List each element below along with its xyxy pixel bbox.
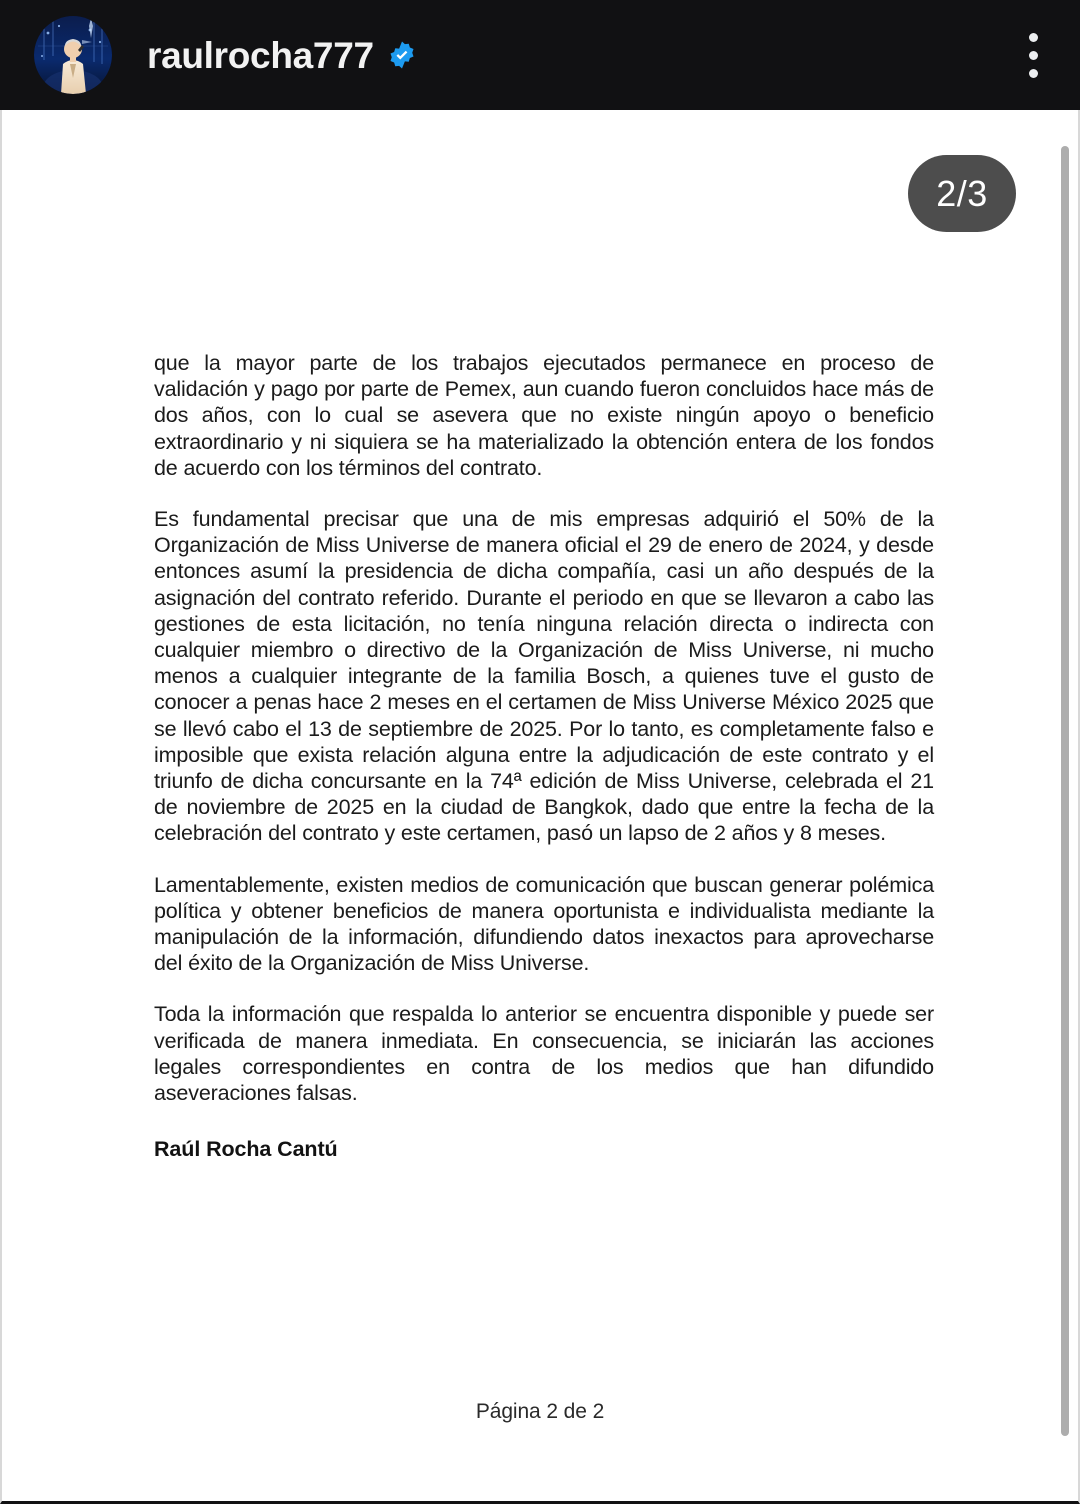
- letter-paragraph-3: Lamentablemente, existen medios de comunicación que buscan generar polémica política y obtener beneficios de manera oportunista e individualista mediante la manipulación de la información, difundiendo datos inexactos para aprovecharse del éxito de la Organización de Miss Universe.: [154, 872, 934, 976]
- menu-dot-3: [1029, 69, 1038, 78]
- vertical-scrollbar[interactable]: [1061, 110, 1069, 1501]
- avatar[interactable]: [34, 16, 112, 94]
- letter-paragraph-2: Es fundamental precisar que una de mis empresas adquirió el 50% de la Organización de Miss Universe de manera oficial el 29 de enero de 2024, y desde entonces asumí la presidencia de dicha compañía, casi un año después de la asignación del contrato referido. Durante el periodo en que se llevaron a cabo las gestiones de esta licitación, no tenía ninguna relación directa o indirecta con cualquier miembro o directivo de la Organización de Miss Universe, ni mucho menos a cualquier integrante de la familia Bosch, a quienes tuve el gusto de conocer a penas hace 2 meses en el certamen de Miss Universe México 2025 que se llevó cabo el 13 de septiembre de 2025. Por lo tanto, es completamente falso e imposible que exista relación alguna entre la adjudicación de este contrato y el triunfo de dicha concursante en la 74ª edición de Miss Universe, celebrada el 21 de noviembre de 2025 en la ciudad de Bangkok, dado que entre la fecha de la celebración del contrato y este certamen, pasó un lapso de 2 años y 8 meses.: [154, 507, 934, 846]
- verified-badge-icon: [387, 40, 417, 70]
- username-label: raulrocha777: [147, 34, 374, 76]
- letter-signature: Raúl Rocha Cantú: [154, 1137, 338, 1162]
- document-viewport[interactable]: [0, 110, 1080, 1504]
- profile-avatar-image: [34, 16, 112, 94]
- letter-paragraph-4: Toda la información que respalda lo anterior se encuentra disponible y puede ser verificada de manera inmediata. En consecuencia, se iniciarán las acciones legales correspondientes en contra de los medios que han difundido aseveraciones falsas.: [154, 1002, 934, 1106]
- username-group[interactable]: [147, 34, 417, 76]
- letter-page-sheet: [2, 110, 1078, 1501]
- scrollbar-thumb[interactable]: [1061, 146, 1069, 1436]
- menu-dot-1: [1029, 33, 1038, 42]
- post-header-bar: [0, 0, 1080, 110]
- carousel-counter-badge: 2/3: [908, 155, 1016, 232]
- more-options-vertical-dots-icon[interactable]: [1010, 24, 1056, 86]
- menu-dot-2: [1029, 51, 1038, 60]
- letter-body: [154, 350, 934, 1162]
- letter-paragraph-1: que la mayor parte de los trabajos ejecutados permanece en proceso de validación y pago por parte de Pemex, aun cuando fueron concluidos hace más de dos años, con lo cual se asevera que no existe ningún apoyo o beneficio extraordinario y ni siquiera se ha materializado la obtención entera de los fondos de acuerdo con los términos del contrato.: [154, 351, 934, 480]
- page-footer-label: Página 2 de 2: [475, 1400, 605, 1423]
